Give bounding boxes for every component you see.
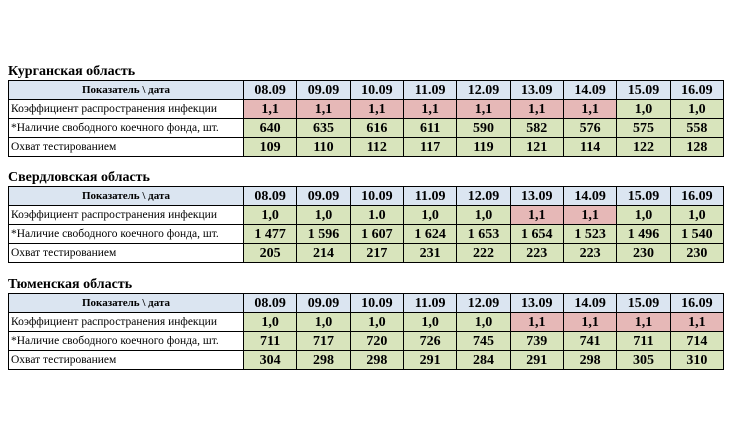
row-label: Коэффициент распространения инфекции xyxy=(9,100,244,119)
value-cell: 109 xyxy=(244,138,297,157)
header-label-cell: Показатель \ дата xyxy=(9,187,244,206)
date-header-cell: 08.09 xyxy=(244,81,297,100)
date-header-cell: 15.09 xyxy=(617,187,670,206)
value-cell: 1,1 xyxy=(670,313,723,332)
date-header-cell: 11.09 xyxy=(403,81,456,100)
value-cell: 1 596 xyxy=(297,225,350,244)
date-header-cell: 09.09 xyxy=(297,294,350,313)
table-row xyxy=(9,244,724,263)
value-cell: 1,1 xyxy=(244,100,297,119)
date-header-cell: 09.09 xyxy=(297,81,350,100)
value-cell: 298 xyxy=(350,351,403,370)
header-label-cell: Показатель \ дата xyxy=(9,294,244,313)
row-label: *Наличие свободного коечного фонда, шт. xyxy=(9,332,244,351)
value-cell: 1,1 xyxy=(563,100,616,119)
date-header-cell: 16.09 xyxy=(670,187,723,206)
date-header-cell: 15.09 xyxy=(617,294,670,313)
row-label: *Наличие свободного коечного фонда, шт. xyxy=(9,225,244,244)
value-cell: 121 xyxy=(510,138,563,157)
date-header-cell: 14.09 xyxy=(563,187,616,206)
date-header-cell: 16.09 xyxy=(670,81,723,100)
value-cell: 1,1 xyxy=(403,100,456,119)
value-cell: 1,0 xyxy=(297,313,350,332)
value-cell: 576 xyxy=(563,119,616,138)
date-header-cell: 14.09 xyxy=(563,294,616,313)
row-label: *Наличие свободного коечного фонда, шт. xyxy=(9,119,244,138)
region-section-kurgan xyxy=(8,64,724,157)
value-cell: 1,0 xyxy=(617,206,670,225)
region-table xyxy=(8,80,724,157)
value-cell: 1,1 xyxy=(563,206,616,225)
row-label: Охват тестированием xyxy=(9,138,244,157)
date-header-cell: 12.09 xyxy=(457,294,510,313)
value-cell: 640 xyxy=(244,119,297,138)
value-cell: 1,1 xyxy=(457,100,510,119)
value-cell: 745 xyxy=(457,332,510,351)
value-cell: 1 523 xyxy=(563,225,616,244)
value-cell: 1 607 xyxy=(350,225,403,244)
value-cell: 230 xyxy=(670,244,723,263)
date-header-cell: 13.09 xyxy=(510,294,563,313)
value-cell: 1 624 xyxy=(403,225,456,244)
date-header-cell: 15.09 xyxy=(617,81,670,100)
region-title: Свердловская область xyxy=(8,170,150,185)
date-header-cell: 11.09 xyxy=(403,187,456,206)
value-cell: 214 xyxy=(297,244,350,263)
value-cell: 635 xyxy=(297,119,350,138)
value-cell: 711 xyxy=(244,332,297,351)
value-cell: 223 xyxy=(510,244,563,263)
table-row xyxy=(9,332,724,351)
value-cell: 298 xyxy=(563,351,616,370)
value-cell: 122 xyxy=(617,138,670,157)
table-row xyxy=(9,100,724,119)
date-header-cell: 13.09 xyxy=(510,81,563,100)
value-cell: 1,1 xyxy=(510,206,563,225)
date-header-cell: 10.09 xyxy=(350,187,403,206)
value-cell: 1 653 xyxy=(457,225,510,244)
value-cell: 128 xyxy=(670,138,723,157)
value-cell: 741 xyxy=(563,332,616,351)
table-row xyxy=(9,138,724,157)
date-header-cell: 11.09 xyxy=(403,294,456,313)
table-row xyxy=(9,313,724,332)
value-cell: 717 xyxy=(297,332,350,351)
date-header-cell: 10.09 xyxy=(350,294,403,313)
value-cell: 305 xyxy=(617,351,670,370)
region-section-tyumen xyxy=(8,277,724,370)
value-cell: 117 xyxy=(403,138,456,157)
value-cell: 291 xyxy=(403,351,456,370)
date-header-cell: 14.09 xyxy=(563,81,616,100)
value-cell: 590 xyxy=(457,119,510,138)
row-label: Коэффициент распространения инфекции xyxy=(9,313,244,332)
value-cell: 112 xyxy=(350,138,403,157)
value-cell: 575 xyxy=(617,119,670,138)
value-cell: 1,0 xyxy=(297,206,350,225)
header-label-cell: Показатель \ дата xyxy=(9,81,244,100)
date-header-cell: 08.09 xyxy=(244,187,297,206)
row-label: Охват тестированием xyxy=(9,244,244,263)
table-header-row xyxy=(9,294,724,313)
table-row xyxy=(9,351,724,370)
value-cell: 616 xyxy=(350,119,403,138)
value-cell: 114 xyxy=(563,138,616,157)
date-header-cell: 08.09 xyxy=(244,294,297,313)
table-row xyxy=(9,119,724,138)
value-cell: 1,0 xyxy=(244,313,297,332)
value-cell: 1,0 xyxy=(670,206,723,225)
value-cell: 231 xyxy=(403,244,456,263)
value-cell: 1,0 xyxy=(244,206,297,225)
value-cell: 304 xyxy=(244,351,297,370)
value-cell: 1 496 xyxy=(617,225,670,244)
value-cell: 1.0 xyxy=(350,206,403,225)
value-cell: 1,1 xyxy=(563,313,616,332)
date-header-cell: 16.09 xyxy=(670,294,723,313)
value-cell: 230 xyxy=(617,244,670,263)
table-header-row xyxy=(9,187,724,206)
value-cell: 1,0 xyxy=(403,206,456,225)
table-row xyxy=(9,225,724,244)
row-label: Охват тестированием xyxy=(9,351,244,370)
value-cell: 223 xyxy=(563,244,616,263)
value-cell: 310 xyxy=(670,351,723,370)
region-table xyxy=(8,186,724,263)
value-cell: 582 xyxy=(510,119,563,138)
value-cell: 217 xyxy=(350,244,403,263)
value-cell: 110 xyxy=(297,138,350,157)
region-section-sverdlovsk xyxy=(8,170,724,263)
date-header-cell: 13.09 xyxy=(510,187,563,206)
value-cell: 1,0 xyxy=(350,313,403,332)
region-title: Курганская область xyxy=(8,64,136,79)
value-cell: 1,1 xyxy=(350,100,403,119)
value-cell: 1,1 xyxy=(510,100,563,119)
value-cell: 1,0 xyxy=(457,313,510,332)
value-cell: 1 654 xyxy=(510,225,563,244)
value-cell: 1,1 xyxy=(297,100,350,119)
value-cell: 1,1 xyxy=(510,313,563,332)
row-label: Коэффициент распространения инфекции xyxy=(9,206,244,225)
table-row xyxy=(9,206,724,225)
value-cell: 739 xyxy=(510,332,563,351)
date-header-cell: 10.09 xyxy=(350,81,403,100)
value-cell: 298 xyxy=(297,351,350,370)
value-cell: 284 xyxy=(457,351,510,370)
value-cell: 558 xyxy=(670,119,723,138)
value-cell: 1,0 xyxy=(403,313,456,332)
value-cell: 1 477 xyxy=(244,225,297,244)
region-table xyxy=(8,293,724,370)
value-cell: 205 xyxy=(244,244,297,263)
date-header-cell: 09.09 xyxy=(297,187,350,206)
date-header-cell: 12.09 xyxy=(457,81,510,100)
table-header-row xyxy=(9,81,724,100)
value-cell: 726 xyxy=(403,332,456,351)
value-cell: 711 xyxy=(617,332,670,351)
value-cell: 119 xyxy=(457,138,510,157)
value-cell: 714 xyxy=(670,332,723,351)
value-cell: 1,0 xyxy=(457,206,510,225)
value-cell: 611 xyxy=(403,119,456,138)
value-cell: 1 540 xyxy=(670,225,723,244)
value-cell: 720 xyxy=(350,332,403,351)
value-cell: 1,1 xyxy=(617,313,670,332)
value-cell: 1,0 xyxy=(617,100,670,119)
value-cell: 1,0 xyxy=(670,100,723,119)
value-cell: 222 xyxy=(457,244,510,263)
region-title: Тюменская область xyxy=(8,277,133,292)
date-header-cell: 12.09 xyxy=(457,187,510,206)
value-cell: 291 xyxy=(510,351,563,370)
